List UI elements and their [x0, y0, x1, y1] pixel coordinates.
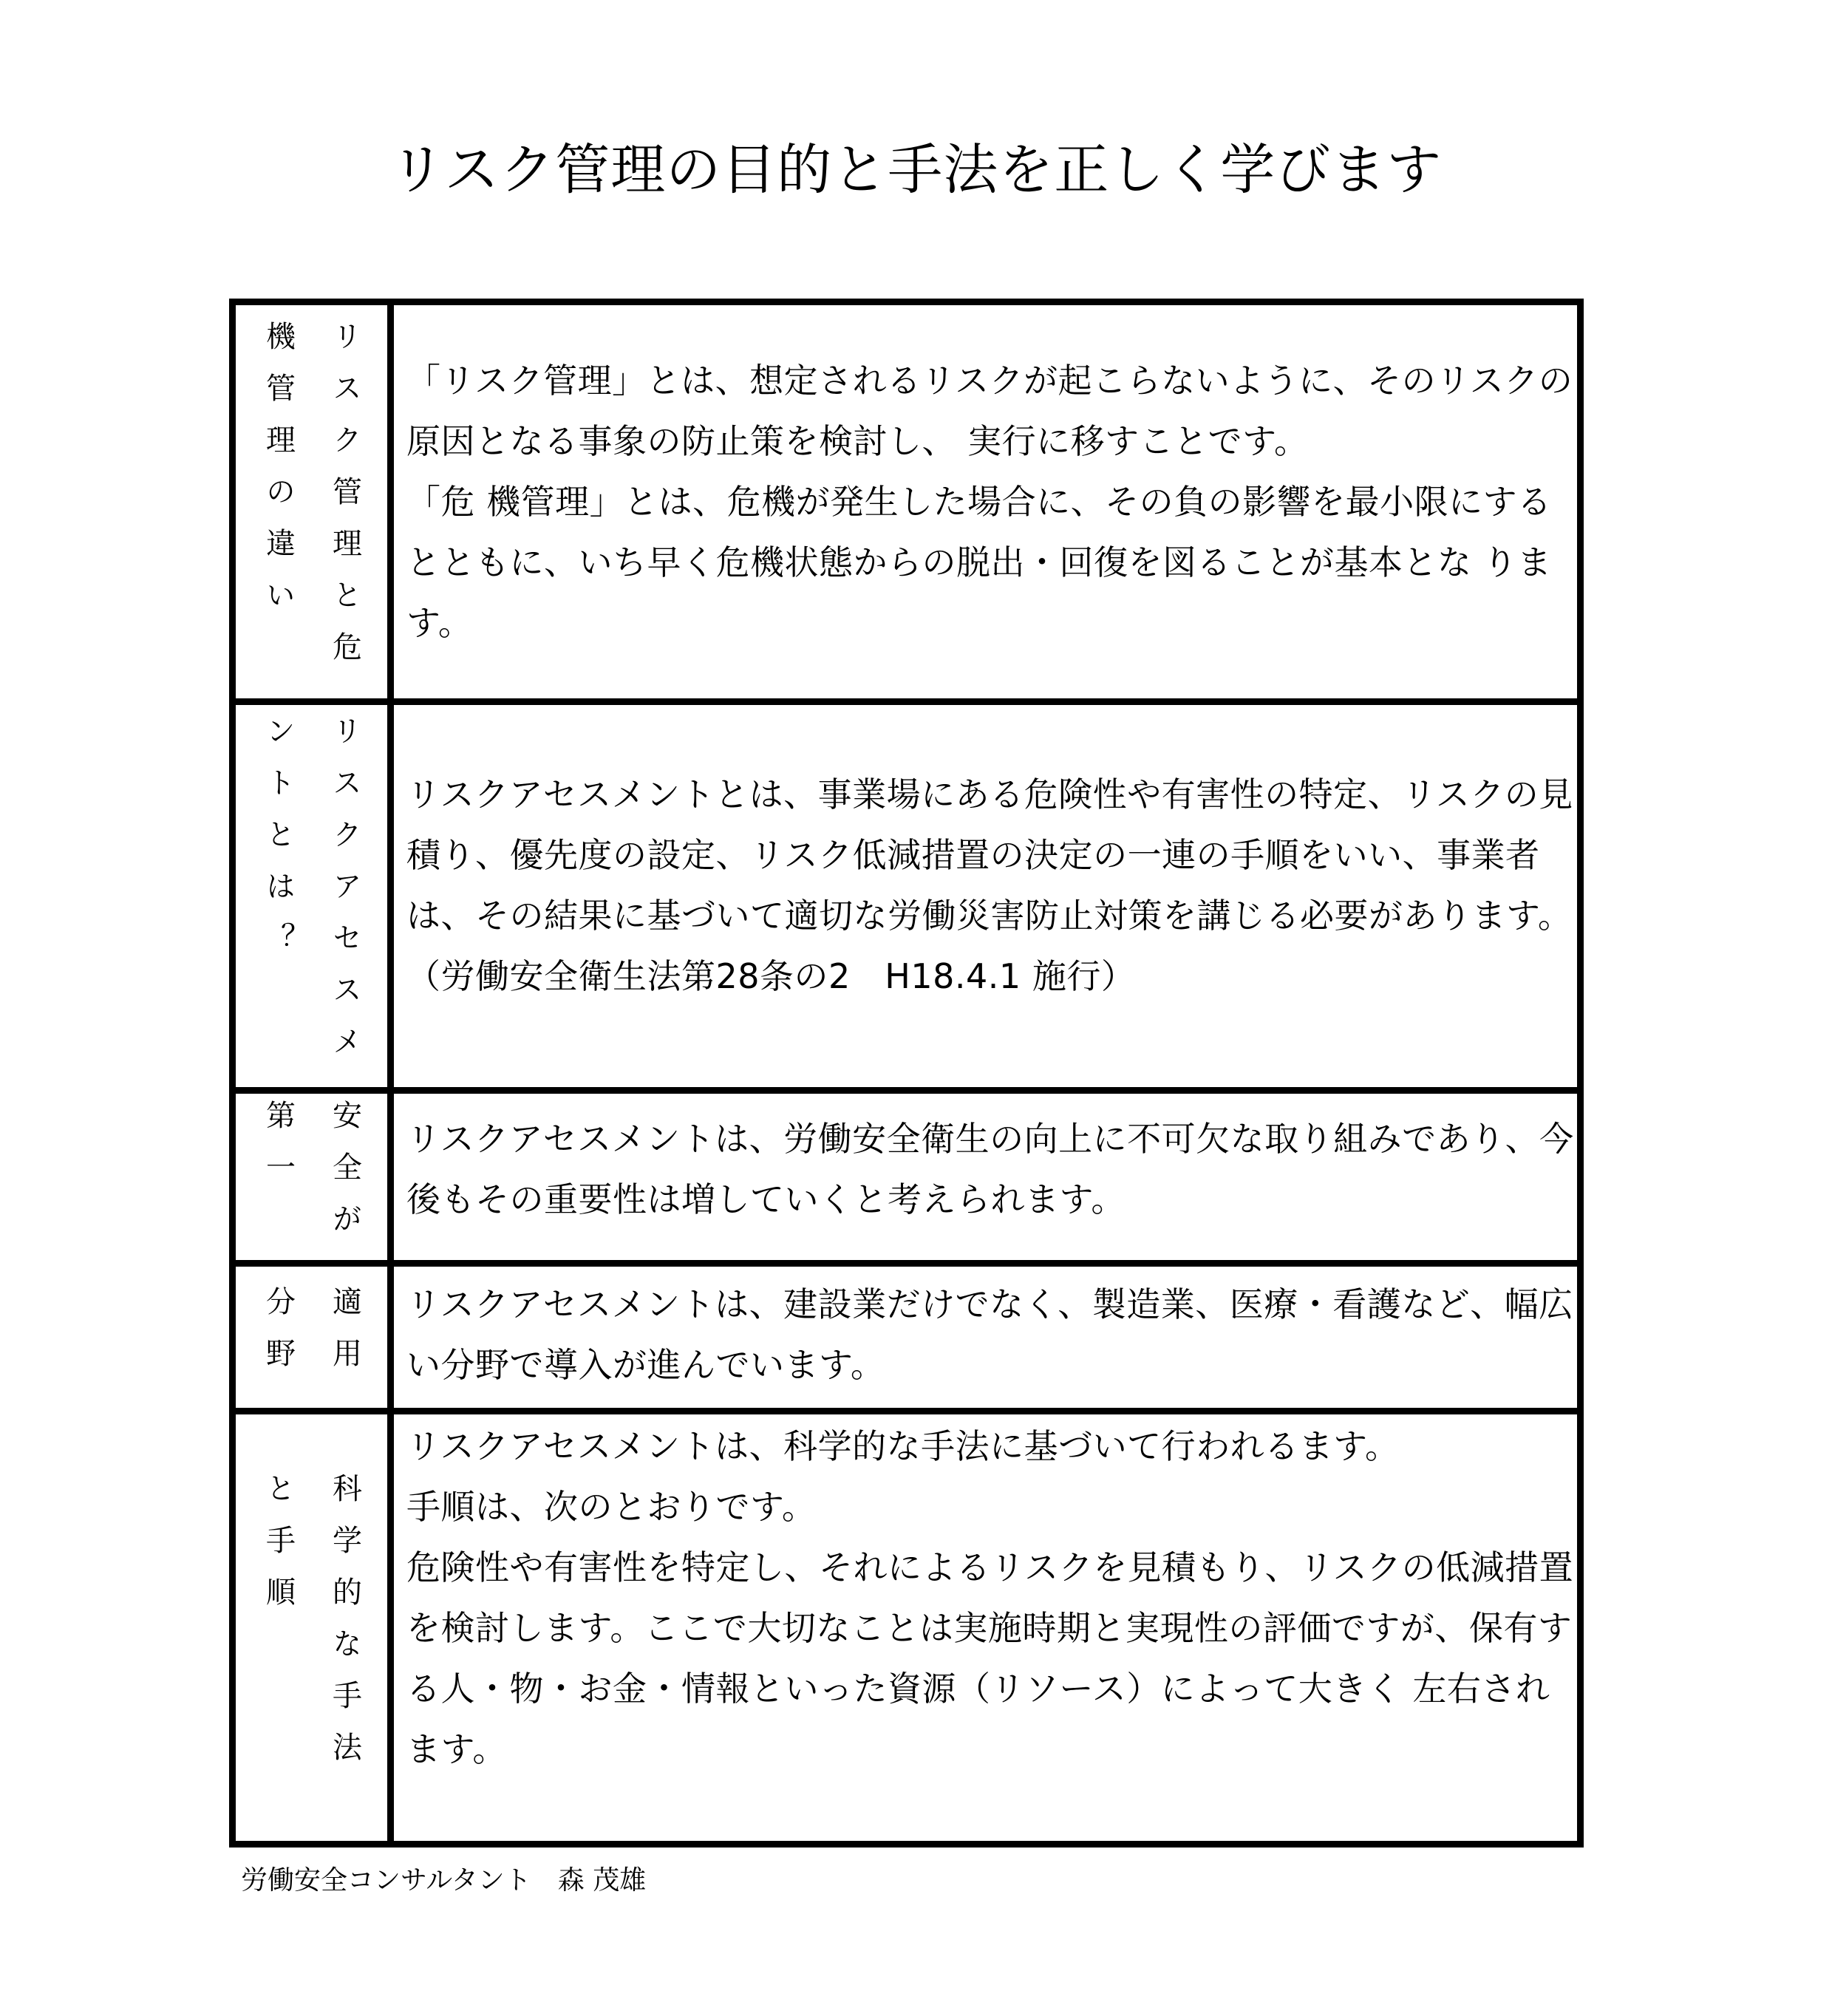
row-content-safety-first: [401, 1094, 1576, 1260]
paragraph: 危険性や有害性を特定し、それによるリスクを見積もり、リスクの低減措置を検討します。ここで大切なことは実施時期と実現性の評価ですが、保有する人・物・お金・情報といった資源（リソース）によって大きく 左右されます。: [406, 1547, 1574, 1769]
row-label-risk-assessment: [236, 705, 387, 1087]
column-divider: [387, 299, 394, 1848]
paragraph: 「リスク管理」とは、想定されるリスクが起こらないように、そのリスクの原因となる事象の防止策を検討し、 実行に移すことです。: [406, 361, 1573, 461]
row-label-text: 安全が 第一: [261, 1099, 362, 1255]
page-title: リスク管理の目的と手法を正しく学びます: [389, 138, 1443, 202]
table-border-right: [1577, 299, 1584, 1848]
row-label-text: 適用 分野: [261, 1285, 362, 1389]
row-content-risk-vs-crisis: [401, 305, 1576, 698]
row-divider: [229, 698, 1584, 705]
row-divider: [229, 1087, 1584, 1094]
row-label-application-fields: [236, 1267, 387, 1408]
row-content-application-fields: [401, 1267, 1576, 1408]
row-label-scientific-method: [236, 1414, 387, 1841]
row-content-risk-assessment: [401, 705, 1576, 1087]
paragraph: リスクアセスメントは、労働安全衛生の向上に不可欠な取り組みであり、今後もその重要性は増していくと考えられます。: [406, 1119, 1574, 1219]
table-border-left: [229, 299, 236, 1848]
table-border-bottom: [229, 1841, 1584, 1848]
row-label-safety-first: [236, 1094, 387, 1260]
paragraph: 手順は、次のとおりです。: [406, 1487, 817, 1527]
row-label-text: 科学的な手法 と手順: [261, 1472, 362, 1783]
paragraph: リスクアセスメントは、建設業だけでなく、製造業、医療・看護など、幅広い分野で導入が進んでいます。: [406, 1284, 1573, 1385]
row-label-text: リスク管理と危 機管理の違い: [261, 321, 362, 683]
row-content-scientific-method: [401, 1414, 1576, 1841]
row-divider: [229, 1260, 1584, 1267]
author-credit: 労働安全コンサルタント 森 茂雄: [241, 1865, 647, 1896]
paragraph: リスクアセスメントとは、事業場にある危険性や有害性の特定、リスクの見積り、優先度の設定、リスク低減措置の決定の一連の手順をいい、事業者は、その結果に基づいて適切な労働災害防止対策を講じる必要があります。（労働安全衛生法第28条の2 H18.4.1 施行）: [406, 774, 1573, 996]
row-label-risk-vs-crisis: [236, 305, 387, 698]
table-border-top: [229, 299, 1584, 305]
row-divider: [229, 1408, 1584, 1414]
paragraph: リスクアセスメントは、科学的な手法に基づいて行われるます。: [406, 1426, 1400, 1466]
paragraph: 「危 機管理」とは、危機が発生した場合に、その負の影響を最小限にする とともに、いち早く危機状態からの脱出・回復を図ることが基本とな ります。: [406, 482, 1552, 643]
row-label-text: リスクアセスメ ントとは？: [261, 715, 362, 1077]
